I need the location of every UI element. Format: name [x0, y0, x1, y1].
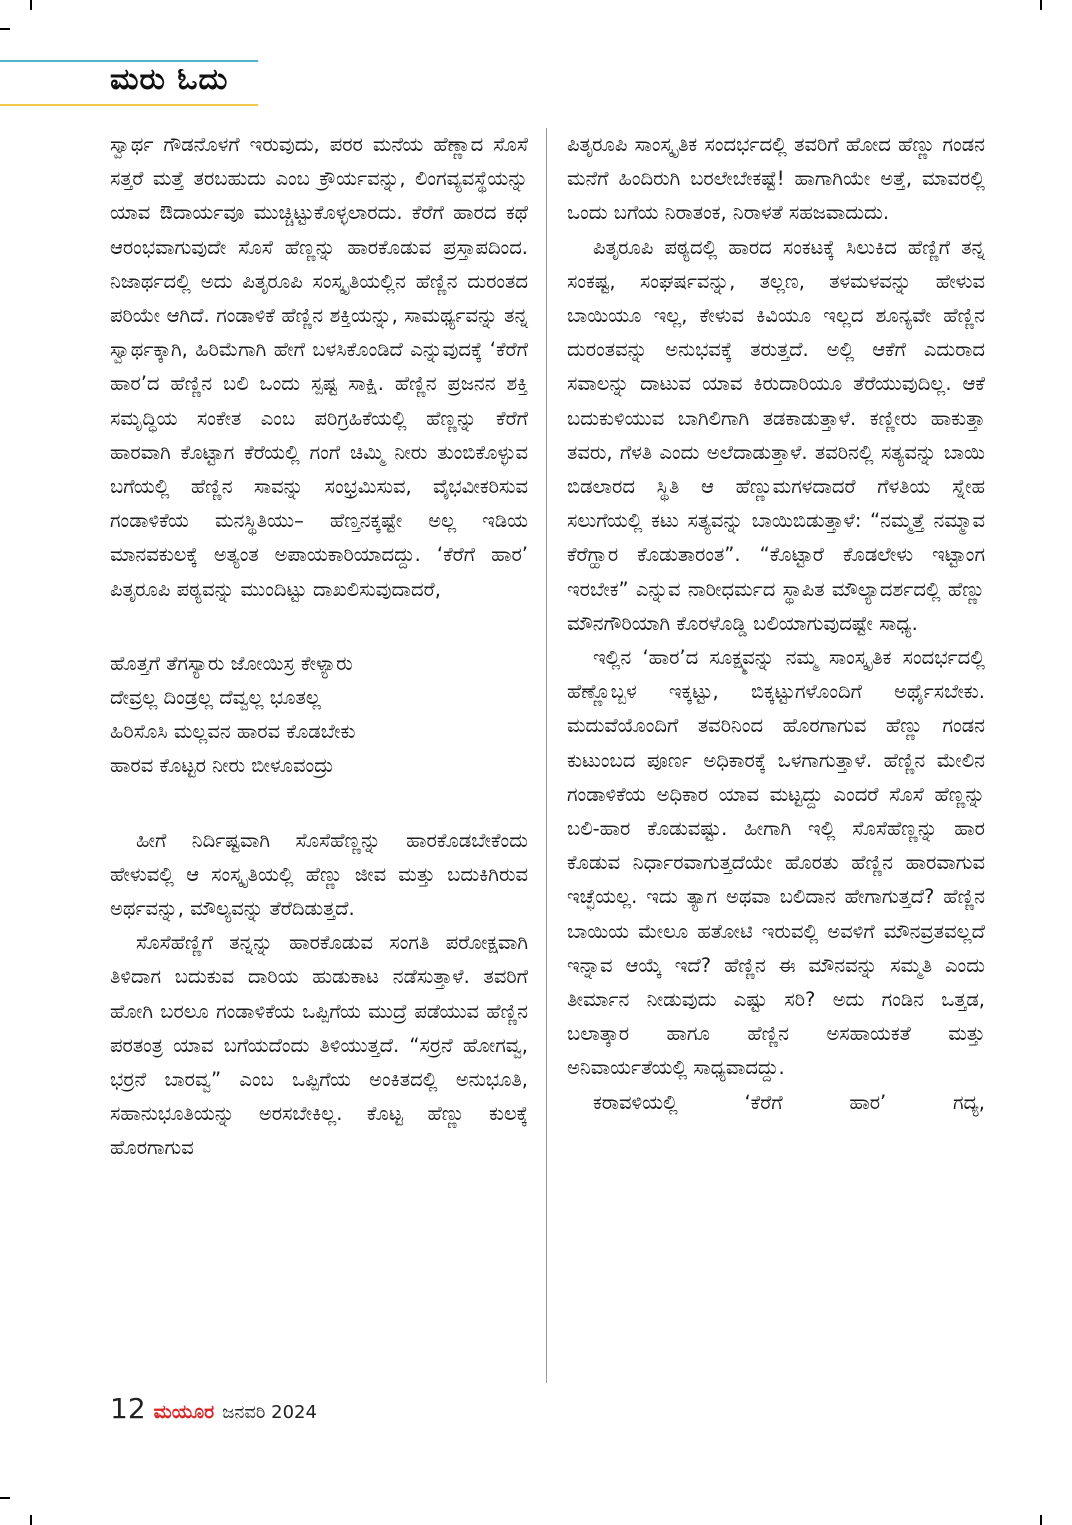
- column-divider: [546, 128, 547, 1383]
- left-paragraph-1: ಸ್ವಾರ್ಥ ಗೌಡನೊಳಗೆ ಇರುವುದು, ಪರರ ಮನೆಯ ಹೆಣ್ಣಾದ ಸೊಸೆ ಸತ್ತರೆ ಮತ್ತೆ ತರಬಹುದು ಎಂಬ ಕ್ರೌರ್ಯವನ್ನು, ಲಿಂಗವ್ಯವಸ್ಥೆಯನ್ನು ಯಾವ ಔದಾರ್ಯವೂ ಮುಚ್ಚಿಟ್ಟುಕೊಳ್ಳಲಾರದು. ಕೆರೆಗೆ ಹಾರದ ಕಥೆ ಆರಂಭವಾಗುವುದೇ ಸೊಸೆ ಹೆಣ್ಣನ್ನು ಹಾರಕೊಡುವ ಪ್ರಸ್ತಾಪದಿಂದ. ನಿಜಾರ್ಥದಲ್ಲಿ ಅದು ಪಿತೃರೂಪಿ ಸಂಸ್ಕೃತಿಯಲ್ಲಿನ ಹೆಣ್ಣಿನ ದುರಂತದ ಪರಿಯೇ ಆಗಿದೆ. ಗಂಡಾಳಿಕೆ ಹೆಣ್ಣಿನ ಶಕ್ತಿಯನ್ನು, ಸಾಮರ್ಥ್ಯವನ್ನು ತನ್ನ ಸ್ವಾರ್ಥಕ್ಕಾಗಿ, ಹಿರಿಮೆಗಾಗಿ ಹೇಗೆ ಬಳಸಿಕೊಂಡಿದೆ ಎನ್ನುವುದಕ್ಕೆ ‘ಕೆರೆಗೆ ಹಾರ’ದ ಹೆಣ್ಣಿನ ಬಲಿ ಒಂದು ಸ್ಪಷ್ಟ ಸಾಕ್ಷಿ. ಹೆಣ್ಣಿನ ಪ್ರಜನನ ಶಕ್ತಿ ಸಮೃದ್ಧಿಯ ಸಂಕೇತ ಎಂಬ ಪರಿಗ್ರಹಿಕೆಯಲ್ಲಿ ಹೆಣ್ಣನ್ನು ಕೆರೆಗೆ ಹಾರವಾಗಿ ಕೊಟ್ಟಾಗ ಕೆರೆಯಲ್ಲಿ ಗಂಗೆ ಚಿಮ್ಮಿ ನೀರು ತುಂಬಿಕೊಳ್ಳುವ ಬಗೆಯಲ್ಲಿ ಹೆಣ್ಣಿನ ಸಾವನ್ನು ಸಂಭ್ರಮಿಸುವ, ವೈಭವೀಕರಿಸುವ ಗಂಡಾಳಿಕೆಯ ಮನಸ್ಥಿತಿಯು– ಹೆಣ್ತನಕ್ಕಷ್ಟೇ ಅಲ್ಲ ಇಡಿಯ ಮಾನವಕುಲಕ್ಕೆ ಅತ್ಯಂತ ಅಪಾಯಕಾರಿಯಾದದ್ದು. ‘ಕೆರೆಗೆ ಹಾರ’ ಪಿತೃರೂಪಿ ಪಠ್ಯವನ್ನು ಮುಂದಿಟ್ಟು ದಾಖಲಿಸುವುದಾದರೆ,: [110, 133, 528, 601]
- folk-verse: [110, 647, 528, 784]
- magazine-name: ಮಯೂರ: [153, 1401, 215, 1423]
- left-paragraph-3: ಸೊಸೆಹೆಣ್ಣಿಗೆ ತನ್ನನ್ನು ಹಾರಕೊಡುವ ಸಂಗತಿ ಪರೋಕ್ಷವಾಗಿ ತಿಳಿದಾಗ ಬದುಕುವ ದಾರಿಯ ಹುಡುಕಾಟ ನಡೆಸುತ್ತಾಳೆ. ತವರಿಗೆ ಹೋಗಿ ಬರಲೂ ಗಂಡಾಳಿಕೆಯ ಒಪ್ಪಿಗೆಯ ಮುದ್ರೆ ಪಡೆಯುವ ಹೆಣ್ಣಿನ ಪರತಂತ್ರ ಯಾವ ಬಗೆಯದೆಂದು ತಿಳಿಯುತ್ತದೆ. “ಸರ್ರನೆ ಹೋಗವ್ವ, ಭರ್ರನೆ ಬಾರವ್ವ” ಎಂಬ ಒಪ್ಪಿಗೆಯ ಅಂಕಿತದಲ್ಲಿ ಅನುಭೂತಿ, ಸಹಾನುಭೂತಿಯನ್ನು ಅರಸಬೇಕಿಲ್ಲ. ಕೊಟ್ಟ ಹೆಣ್ಣು ಕುಲಕ್ಕೆ ಹೊರಗಾಗುವ: [110, 931, 528, 1160]
- right-paragraph-4: ಕರಾವಳಿಯಲ್ಲಿ ‘ಕೆರೆಗೆ ಹಾರ’ ಗದ್ಯ,: [593, 1090, 985, 1114]
- right-paragraph-2: ಪಿತೃರೂಪಿ ಪಠ್ಯದಲ್ಲಿ ಹಾರದ ಸಂಕಟಕ್ಕೆ ಸಿಲುಕಿದ ಹೆಣ್ಣಿಗೆ ತನ್ನ ಸಂಕಷ್ಟ, ಸಂಘರ್ಷವನ್ನು, ತಲ್ಲಣ, ತಳಮಳವನ್ನು ಹೇಳುವ ಬಾಯಿಯೂ ಇಲ್ಲ, ಕೇಳುವ ಕಿವಿಯೂ ಇಲ್ಲದ ಶೂನ್ಯವೇ ಹೆಣ್ಣಿನ ದುರಂತವನ್ನು ಅನುಭವಕ್ಕೆ ತರುತ್ತದೆ. ಅಲ್ಲಿ ಆಕೆಗೆ ಎದುರಾದ ಸವಾಲನ್ನು ದಾಟುವ ಯಾವ ಕಿರುದಾರಿಯೂ ತೆರೆಯುವುದಿಲ್ಲ. ಆಕೆ ಬದುಕುಳಿಯುವ ಬಾಗಿಲಿಗಾಗಿ ತಡಕಾಡುತ್ತಾಳೆ. ಕಣ್ಣೀರು ಹಾಕುತ್ತಾ ತವರು, ಗೆಳತಿ ಎಂದು ಅಲೆದಾಡುತ್ತಾಳೆ. ತವರಿನಲ್ಲಿ ಸತ್ಯವನ್ನು ಬಾಯಿ ಬಿಡಲಾರದ ಸ್ಥಿತಿ ಆ ಹೆಣ್ಣುಮಗಳದಾದರೆ ಗೆಳತಿಯ ಸ್ನೇಹ ಸಲುಗೆಯಲ್ಲಿ ಕಟು ಸತ್ಯವನ್ನು ಬಾಯಿಬಿಡುತ್ತಾಳೆ: “ನಮ್ಮತ್ತೆ ನಮ್ಮಾವ ಕೆರೆಗ್ಹಾರ ಕೊಡುತಾರಂತ”. “ಕೊಟ್ಟಾರೆ ಕೊಡಲೇಳು ಇಟ್ಟಾಂಗ ಇರಬೇಕ” ಎನ್ನುವ ನಾರೀಧರ್ಮದ ಸ್ಥಾಪಿತ ಮೌಲ್ಯಾದರ್ಶದಲ್ಲಿ ಹೆಣ್ಣು ಮೌನಗೌರಿಯಾಗಿ ಕೊರಳೊಡ್ಡಿ ಬಲಿಯಾಗುವುದಷ್ಟೇ ಸಾಧ್ಯ.: [567, 235, 985, 635]
- left-column: [110, 128, 528, 1166]
- crop-mark-left-top: [0, 28, 10, 30]
- verse-line: ದೇವ್ರಲ್ಲ ದಿಂಡ್ರಲ್ಲ ದೆವ್ವಲ್ಲ ಭೂತಲ್ಲ: [110, 686, 321, 710]
- issue-date: ಜನವರಿ 2024: [222, 1402, 317, 1423]
- right-paragraph-3: ಇಲ್ಲಿನ ‘ಹಾರ’ದ ಸೂಕ್ಷ್ಮವನ್ನು ನಮ್ಮ ಸಾಂಸ್ಕೃತಿಕ ಸಂದರ್ಭದಲ್ಲಿ ಹೆಣ್ಣೊಬ್ಬಳ ಇಕ್ಕಟ್ಟು, ಬಿಕ್ಕಟ್ಟುಗಳೊಂದಿಗೆ ಅರ್ಥೈಸಬೇಕು. ಮದುವೆಯೊಂದಿಗೆ ತವರಿನಿಂದ ಹೊರಗಾಗುವ ಹೆಣ್ಣು ಗಂಡನ ಕುಟುಂಬದ ಪೂರ್ಣ ಅಧಿಕಾರಕ್ಕೆ ಒಳಗಾಗುತ್ತಾಳೆ. ಹೆಣ್ಣಿನ ಮೇಲಿನ ಗಂಡಾಳಿಕೆಯ ಅಧಿಕಾರ ಯಾವ ಮಟ್ಟದ್ದು ಎಂದರೆ ಸೊಸೆ ಹೆಣ್ಣನ್ನು ಬಲಿ-ಹಾರ ಕೊಡುವಷ್ಟು. ಹೀಗಾಗಿ ಇಲ್ಲಿ ಸೊಸೆಹೆಣ್ಣನ್ನು ಹಾರ ಕೊಡುವ ನಿರ್ಧಾರವಾಗುತ್ತದೆಯೇ ಹೊರತು ಹೆಣ್ಣಿನ ಹಾರವಾಗುವ ಇಚ್ಛೆಯಲ್ಲ. ಇದು ತ್ಯಾಗ ಅಥವಾ ಬಲಿದಾನ ಹೇಗಾಗುತ್ತದೆ? ಹೆಣ್ಣಿನ ಬಾಯಿಯ ಮೇಲೂ ಹತೋಟಿ ಇರುವಲ್ಲಿ ಅವಳಿಗೆ ಮೌನವ್ರತವಲ್ಲದೆ ಇನ್ನಾವ ಆಯ್ಕೆ ಇದೆ? ಹೆಣ್ಣಿನ ಈ ಮೌನವನ್ನು ಸಮ್ಮತಿ ಎಂದು ತೀರ್ಮಾನ ನೀಡುವುದು ಎಷ್ಟು ಸರಿ? ಅದು ಗಂಡಿನ ಒತ್ತಡ, ಬಲಾತ್ಕಾರ ಹಾಗೂ ಹೆಣ್ಣಿನ ಅಸಹಾಯಕತೆ ಮತ್ತು ಅನಿವಾರ್ಯತೆಯಲ್ಲಿ ಸಾಧ್ಯವಾದದ್ದು.: [567, 646, 985, 1080]
- crop-mark-left-bottom: [0, 1497, 10, 1499]
- crop-mark-top-left: [30, 0, 32, 10]
- crop-mark-bottom-left: [30, 1515, 32, 1525]
- header-bottom-rule: [0, 104, 258, 106]
- page-footer: [110, 1392, 317, 1425]
- section-title: ಮರು ಓದು: [110, 62, 229, 97]
- verse-line: ಹಾರವ ಕೊಟ್ಟರ ನೀರು ಬೀಳೂವಂದ್ರು: [110, 754, 334, 778]
- page-number: 12: [110, 1392, 146, 1425]
- right-column: [567, 128, 985, 1120]
- crop-mark-top-right: [1040, 0, 1042, 10]
- left-paragraph-2: ಹೀಗೆ ನಿರ್ದಿಷ್ಟವಾಗಿ ಸೊಸೆಹೆಣ್ಣನ್ನು ಹಾರಕೊಡಬೇಕೆಂದು ಹೇಳುವಲ್ಲಿ ಆ ಸಂಸ್ಕೃತಿಯಲ್ಲಿ ಹೆಣ್ಣು ಜೀವ ಮತ್ತು ಬದುಕಿಗಿರುವ ಅರ್ಥವನ್ನು, ಮೌಲ್ಯವನ್ನು ತೆರೆದಿಡುತ್ತದೆ.: [110, 828, 528, 921]
- crop-mark-bottom-right: [1040, 1515, 1042, 1525]
- verse-line: ಹಿರಿಸೊಸಿ ಮಲ್ಲವನ ಹಾರವ ಕೊಡಬೇಕು: [110, 720, 356, 744]
- right-paragraph-1: ಪಿತೃರೂಪಿ ಸಾಂಸ್ಕೃತಿಕ ಸಂದರ್ಭದಲ್ಲಿ ತವರಿಗೆ ಹೋದ ಹೆಣ್ಣು ಗಂಡನ ಮನೆಗೆ ಹಿಂದಿರುಗಿ ಬರಲೇಬೇಕಷ್ಟೆ! ಹಾಗಾಗಿಯೇ ಅತ್ತೆ, ಮಾವರಲ್ಲಿ ಒಂದು ಬಗೆಯ ನಿರಾತಂಕ, ನಿರಾಳತೆ ಸಹಜವಾದುದು.: [567, 133, 985, 225]
- verse-line: ಹೊತ್ತಗೆ ತೆಗಸ್ಯಾರು ಜೋಯಿಸ್ರ ಕೇಳ್ಯಾರು: [110, 651, 353, 675]
